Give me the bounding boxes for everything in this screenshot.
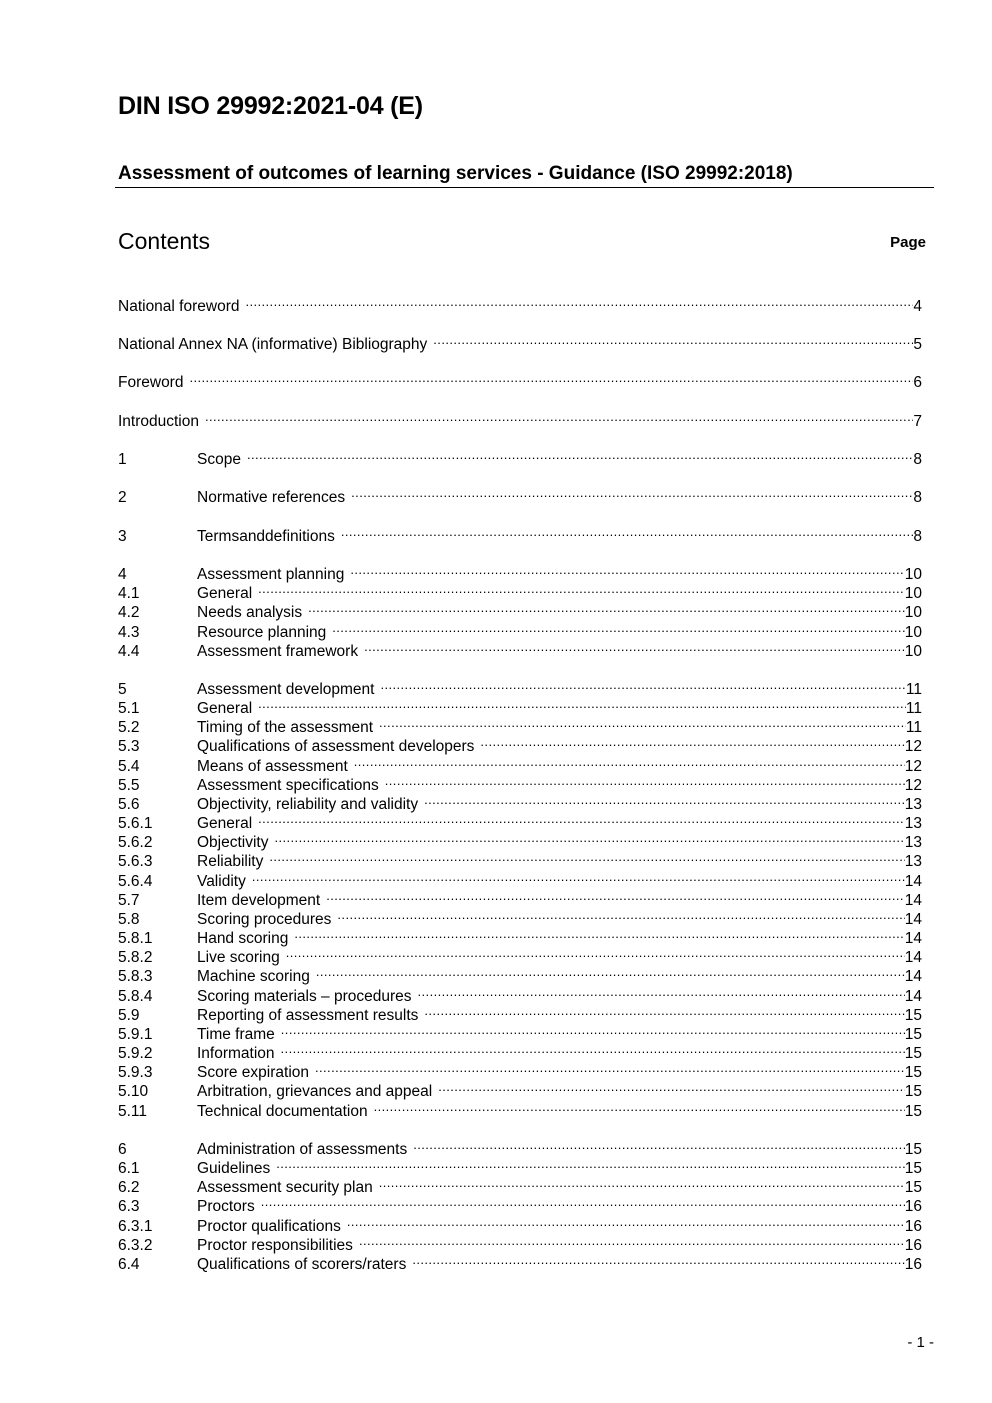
toc-entry-title: Live scoring	[197, 949, 280, 966]
toc-entry-title: Reporting of assessment results	[197, 1007, 419, 1024]
table-of-contents	[118, 0, 922, 1403]
toc-entry-page: 10	[904, 624, 922, 641]
toc-entry[interactable]	[118, 1097, 922, 1120]
toc-entry-number: 6.3.2	[118, 1237, 153, 1254]
toc-entry-page: 10	[904, 604, 922, 621]
toc-entry-title: Guidelines	[197, 1160, 271, 1177]
toc-entry-number: 3	[118, 528, 127, 545]
toc-entry[interactable]	[118, 407, 922, 430]
toc-entry-title: Time frame	[197, 1026, 275, 1043]
toc-entry-number: 6.3.1	[118, 1218, 153, 1235]
toc-entry-page: 15	[904, 1160, 922, 1177]
toc-dot-leader	[341, 522, 914, 541]
toc-entry-page: 10	[904, 585, 922, 602]
toc-entry-page: 14	[904, 988, 922, 1005]
toc-entry-title: General	[197, 700, 253, 717]
toc-entry-number: 6.3	[118, 1198, 140, 1215]
toc-entry[interactable]	[118, 1250, 922, 1273]
toc-dot-leader	[433, 330, 913, 349]
toc-entry-title: Arbitration, grievances and appeal	[197, 1083, 433, 1100]
toc-entry-page: 13	[904, 796, 922, 813]
toc-entry[interactable]	[118, 1154, 922, 1177]
toc-entry[interactable]	[118, 1001, 922, 1024]
toc-entry-page: 14	[904, 968, 922, 985]
toc-dot-leader	[374, 1097, 905, 1116]
toc-entry[interactable]	[118, 637, 922, 660]
toc-entry-page: 13	[904, 853, 922, 870]
toc-entry[interactable]	[118, 1135, 922, 1158]
toc-entry-page: 14	[904, 892, 922, 909]
toc-entry-page: 8	[913, 451, 922, 468]
toc-entry-number: 6.1	[118, 1160, 140, 1177]
toc-dot-leader	[480, 732, 904, 751]
toc-dot-leader	[247, 445, 913, 464]
toc-entry-page: 15	[904, 1007, 922, 1024]
toc-dot-leader	[258, 579, 905, 598]
toc-entry-title: General	[197, 815, 253, 832]
toc-dot-leader	[252, 867, 905, 886]
toc-entry-page: 15	[904, 1083, 922, 1100]
page-number: - 1 -	[907, 1334, 934, 1351]
toc-entry-number: 5.8.3	[118, 968, 153, 985]
toc-dot-leader	[424, 790, 905, 809]
page-column-label: Page	[890, 234, 926, 251]
toc-entry[interactable]	[118, 1077, 922, 1100]
toc-entry[interactable]	[118, 1212, 922, 1235]
toc-entry[interactable]	[118, 809, 922, 832]
toc-entry[interactable]	[118, 598, 922, 621]
toc-entry-number: 5.10	[118, 1083, 149, 1100]
toc-entry[interactable]	[118, 1058, 922, 1081]
toc-dot-leader	[412, 1250, 904, 1269]
toc-entry-title: National foreword	[118, 298, 240, 315]
toc-entry-number: 5.1	[118, 700, 140, 717]
toc-entry[interactable]	[118, 1192, 922, 1215]
toc-entry-page: 11	[905, 719, 922, 736]
toc-entry-number: 5.9.2	[118, 1045, 153, 1062]
toc-entry-page: 16	[904, 1256, 922, 1273]
toc-entry-title: Assessment specifications	[197, 777, 379, 794]
toc-entry-page: 7	[913, 413, 922, 430]
toc-dot-leader	[261, 1192, 905, 1211]
toc-entry-number: 5.11	[118, 1103, 148, 1120]
toc-entry-number: 5.6	[118, 796, 140, 813]
toc-dot-leader	[337, 905, 904, 924]
toc-entry[interactable]	[118, 924, 922, 947]
toc-dot-leader	[332, 618, 904, 637]
toc-entry[interactable]	[118, 828, 922, 851]
toc-dot-leader	[347, 1212, 905, 1231]
toc-entry[interactable]	[118, 732, 922, 755]
toc-entry[interactable]	[118, 445, 922, 468]
toc-dot-leader	[350, 560, 904, 579]
toc-entry-number: 5.8.4	[118, 988, 153, 1005]
toc-entry[interactable]	[118, 618, 922, 641]
toc-entry[interactable]	[118, 579, 922, 602]
toc-entry-title: Qualifications of assessment developers	[197, 738, 475, 755]
toc-entry-title: Technical documentation	[197, 1103, 368, 1120]
toc-entry-number: 5.9	[118, 1007, 140, 1024]
toc-entry-title: General	[197, 585, 253, 602]
toc-dot-leader	[269, 847, 904, 866]
toc-dot-leader	[380, 675, 905, 694]
toc-entry-page: 8	[913, 489, 922, 506]
toc-dot-leader	[189, 368, 913, 387]
toc-entry-page: 14	[904, 873, 922, 890]
toc-dot-leader	[286, 943, 905, 962]
toc-entry-page: 16	[904, 1218, 922, 1235]
toc-entry-title: Needs analysis	[197, 604, 303, 621]
toc-entry-page: 15	[904, 1026, 922, 1043]
toc-dot-leader	[364, 637, 905, 656]
toc-entry[interactable]	[118, 560, 922, 583]
toc-entry[interactable]	[118, 771, 922, 794]
toc-entry-title: Termsanddefinitions	[197, 528, 335, 545]
toc-entry-page: 12	[904, 738, 922, 755]
toc-entry-page: 6	[913, 374, 922, 391]
toc-entry[interactable]	[118, 522, 922, 545]
toc-entry[interactable]	[118, 483, 922, 506]
toc-entry[interactable]	[118, 694, 922, 717]
toc-entry-title: Means of assessment	[197, 758, 348, 775]
toc-entry-number: 5.6.4	[118, 873, 153, 890]
toc-entry-number: 4.2	[118, 604, 140, 621]
toc-entry-title: Assessment planning	[197, 566, 345, 583]
toc-entry-number: 5.6.1	[118, 815, 153, 832]
toc-entry-title: Proctor responsibilities	[197, 1237, 353, 1254]
toc-entry-number: 5.4	[118, 758, 140, 775]
toc-dot-leader	[258, 694, 906, 713]
toc-dot-leader	[359, 1231, 905, 1250]
toc-dot-leader	[354, 752, 905, 771]
toc-dot-leader	[351, 483, 913, 502]
toc-entry-page: 14	[904, 911, 922, 928]
toc-dot-leader	[316, 962, 905, 981]
toc-entry-page: 15	[904, 1179, 922, 1196]
toc-dot-leader	[326, 886, 905, 905]
toc-entry-number: 5.3	[118, 738, 140, 755]
toc-entry-number: 4.4	[118, 643, 140, 660]
toc-entry-page: 15	[904, 1064, 922, 1081]
toc-entry-page: 14	[904, 949, 922, 966]
document-subtitle: Assessment of outcomes of learning services - Guidance (ISO 29992:2018)	[118, 163, 793, 184]
toc-entry-number: 5.5	[118, 777, 140, 794]
toc-entry-title: Machine scoring	[197, 968, 310, 985]
toc-entry[interactable]	[118, 675, 922, 698]
toc-entry-page: 12	[904, 758, 922, 775]
toc-dot-leader	[424, 1001, 904, 1020]
toc-entry-number: 5.8.1	[118, 930, 153, 947]
toc-entry-number: 5.9.1	[118, 1026, 153, 1043]
toc-entry[interactable]	[118, 982, 922, 1005]
contents-heading: Contents	[118, 228, 211, 254]
toc-entry-page: 13	[904, 834, 922, 851]
toc-entry-number: 5.8	[118, 911, 140, 928]
toc-entry-title: Objectivity, reliability and validity	[197, 796, 419, 813]
toc-entry-title: Timing of the assessment	[197, 719, 374, 736]
toc-dot-leader	[275, 828, 905, 847]
toc-entry-number: 4	[118, 566, 127, 583]
toc-entry[interactable]	[118, 905, 922, 928]
toc-entry-number: 6.4	[118, 1256, 140, 1273]
toc-entry-number: 5.8.2	[118, 949, 153, 966]
toc-dot-leader	[438, 1077, 905, 1096]
toc-entry-title: Proctors	[197, 1198, 255, 1215]
toc-dot-leader	[315, 1058, 905, 1077]
toc-dot-leader	[276, 1154, 905, 1173]
toc-entry[interactable]	[118, 886, 922, 909]
toc-entry-title: Foreword	[118, 374, 184, 391]
toc-entry[interactable]	[118, 330, 922, 353]
toc-entry-page: 11	[905, 700, 922, 717]
toc-entry[interactable]	[118, 943, 922, 966]
toc-entry-page: 14	[904, 930, 922, 947]
toc-dot-leader	[379, 1173, 905, 1192]
toc-entry[interactable]	[118, 1039, 922, 1062]
toc-entry-title: Information	[197, 1045, 275, 1062]
toc-entry-page: 5	[913, 336, 922, 353]
toc-entry-title: Resource planning	[197, 624, 327, 641]
toc-entry[interactable]	[118, 1231, 922, 1254]
toc-entry-number: 5.6.3	[118, 853, 153, 870]
toc-dot-leader	[413, 1135, 905, 1154]
toc-entry-page: 16	[904, 1198, 922, 1215]
toc-entry-title: Assessment development	[197, 681, 375, 698]
toc-entry-page: 12	[904, 777, 922, 794]
toc-entry-title: Hand scoring	[197, 930, 289, 947]
toc-dot-leader	[281, 1039, 905, 1058]
toc-entry-page: 4	[913, 298, 922, 315]
toc-entry[interactable]	[118, 1173, 922, 1196]
toc-entry[interactable]	[118, 752, 922, 775]
toc-dot-leader	[294, 924, 904, 943]
toc-entry-title: Administration of assessments	[197, 1141, 408, 1158]
toc-entry[interactable]	[118, 962, 922, 985]
toc-entry[interactable]	[118, 713, 922, 736]
document-title: DIN ISO 29992:2021-04 (E)	[118, 92, 423, 120]
toc-entry[interactable]	[118, 847, 922, 870]
toc-entry[interactable]	[118, 368, 922, 391]
toc-entry-number: 5.2	[118, 719, 140, 736]
toc-entry-page: 15	[904, 1103, 922, 1120]
toc-entry[interactable]	[118, 867, 922, 890]
toc-dot-leader	[245, 292, 913, 311]
toc-entry-title: Validity	[197, 873, 246, 890]
toc-entry-number: 6	[118, 1141, 127, 1158]
toc-entry-number: 4.3	[118, 624, 140, 641]
toc-entry-page: 15	[904, 1141, 922, 1158]
toc-entry-title: Normative references	[197, 489, 346, 506]
toc-entry-title: Reliability	[197, 853, 264, 870]
toc-entry-page: 16	[904, 1237, 922, 1254]
toc-entry-number: 2	[118, 489, 127, 506]
toc-entry-number: 4.1	[118, 585, 140, 602]
toc-entry-page: 11	[905, 681, 922, 698]
toc-dot-leader	[379, 713, 906, 732]
toc-entry-title: Scoring materials – procedures	[197, 988, 412, 1005]
toc-entry-title: Qualifications of scorers/raters	[197, 1256, 407, 1273]
toc-dot-leader	[258, 809, 905, 828]
toc-entry-title: Proctor qualifications	[197, 1218, 341, 1235]
toc-entry-number: 5.7	[118, 892, 140, 909]
toc-entry-page: 13	[904, 815, 922, 832]
toc-dot-leader	[308, 598, 905, 617]
toc-entry-page: 10	[904, 643, 922, 660]
toc-entry-title: Objectivity	[197, 834, 269, 851]
toc-entry-title: Assessment security plan	[197, 1179, 373, 1196]
toc-entry-title: Item development	[197, 892, 321, 909]
toc-entry-number: 6.2	[118, 1179, 140, 1196]
toc-entry-page: 15	[904, 1045, 922, 1062]
toc-entry-number: 5	[118, 681, 127, 698]
toc-dot-leader	[281, 1020, 905, 1039]
toc-entry-number: 1	[118, 451, 127, 468]
toc-dot-leader	[385, 771, 905, 790]
toc-entry-title: Scoring procedures	[197, 911, 332, 928]
toc-entry-title: Introduction	[118, 413, 199, 430]
toc-entry-page: 10	[904, 566, 922, 583]
toc-entry[interactable]	[118, 1020, 922, 1043]
toc-dot-leader	[205, 407, 913, 426]
toc-entry-title: Assessment framework	[197, 643, 359, 660]
toc-entry[interactable]	[118, 292, 922, 315]
toc-entry[interactable]	[118, 790, 922, 813]
toc-entry-number: 5.9.3	[118, 1064, 153, 1081]
toc-entry-title: Scope	[197, 451, 241, 468]
toc-dot-leader	[418, 982, 905, 1001]
toc-entry-number: 5.6.2	[118, 834, 153, 851]
toc-entry-title: National Annex NA (informative) Bibliography	[118, 336, 428, 353]
toc-entry-title: Score expiration	[197, 1064, 310, 1081]
toc-entry-page: 8	[913, 528, 922, 545]
